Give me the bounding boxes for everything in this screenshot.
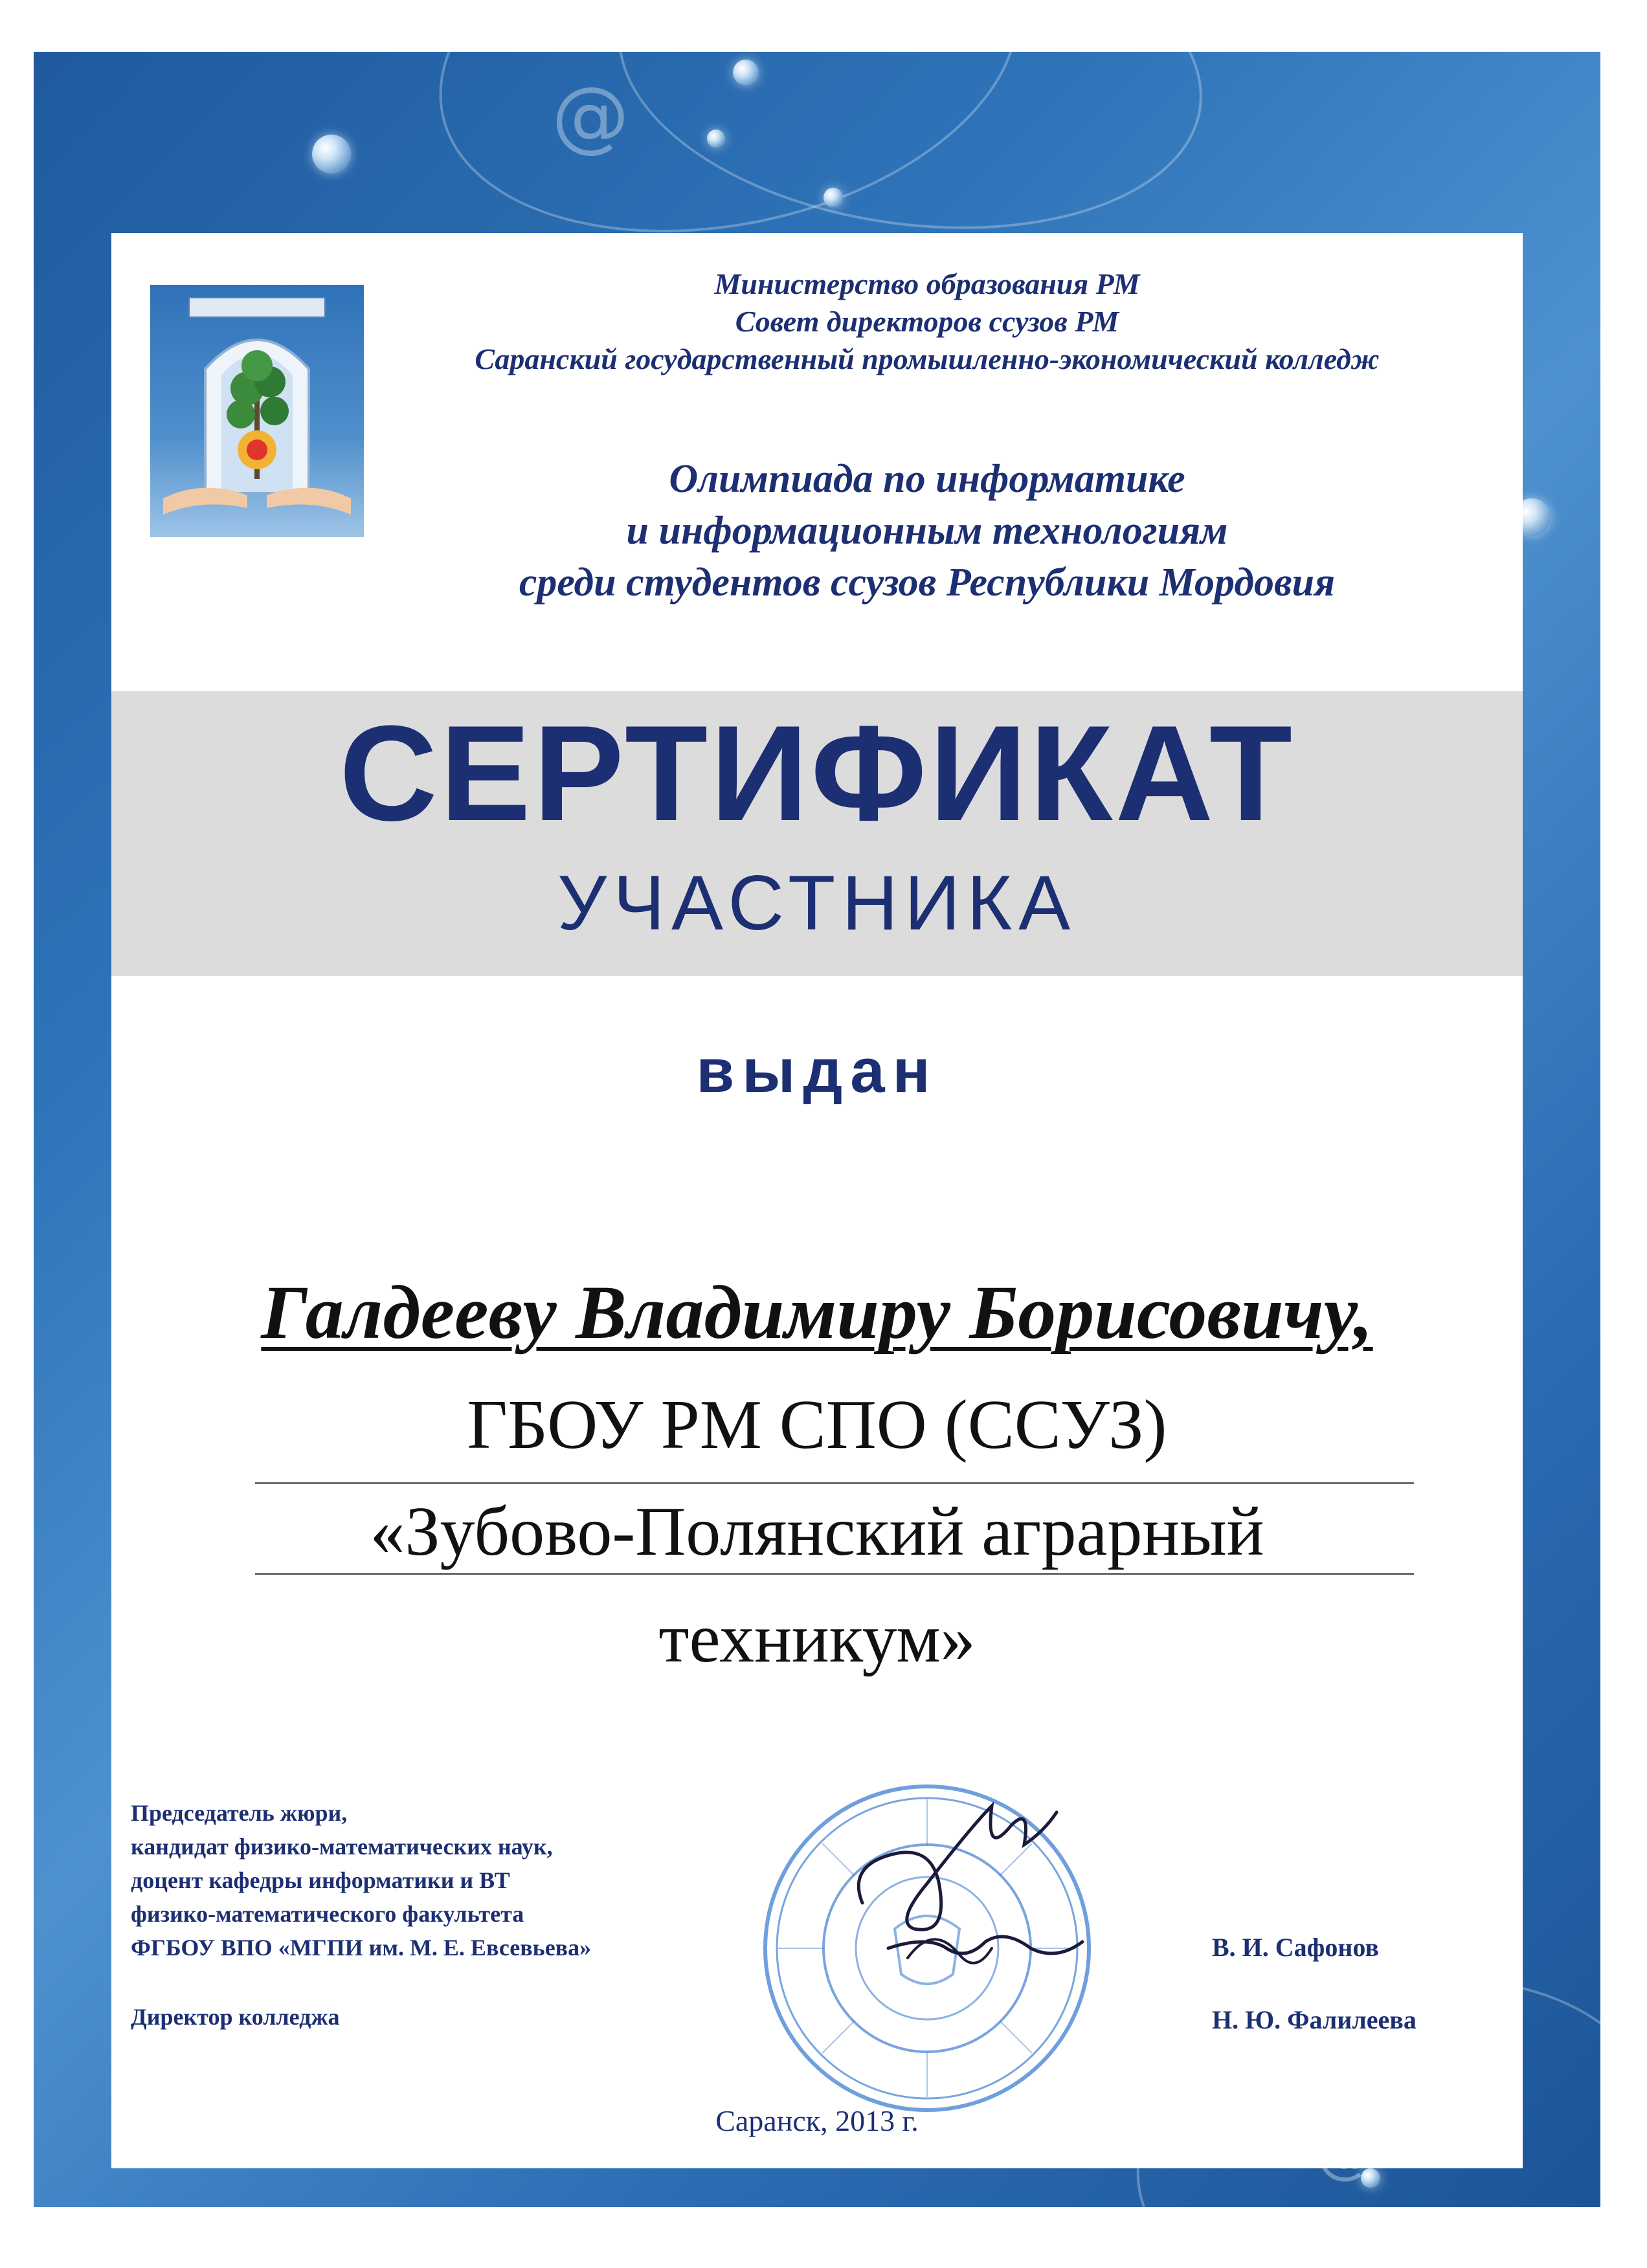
- recipient-org-line2: «Зубово-Полянский аграрный: [370, 1493, 1264, 1570]
- director-title: Директор колледжа: [131, 2004, 340, 2030]
- place-and-date: Саранск, 2013 г.: [715, 2104, 919, 2137]
- glass-bubble-decoration: [312, 135, 351, 173]
- emblem-icon: [150, 285, 364, 537]
- glass-bubble-decoration: [824, 188, 843, 207]
- certificate-subtitle: УЧАСТНИКА: [557, 860, 1077, 946]
- glass-bubble-decoration: [1361, 2168, 1380, 2188]
- certificate-frame: [34, 52, 1600, 2207]
- certificate-paper: [111, 233, 1523, 2168]
- org-underline: [255, 1573, 1414, 1575]
- olympiad-title-line3: среди студентов ссузов Республики Мордовия: [519, 561, 1336, 605]
- college-line: Саранский государственный промышленно-экономический колледж: [475, 342, 1380, 375]
- jury-chair-name: В. И. Сафонов: [1212, 1933, 1380, 1962]
- glass-bubble-decoration: [707, 129, 725, 148]
- handwritten-signature: [836, 1786, 1134, 1994]
- recipient-name: Галдееву Владимиру Борисовичу,: [261, 1270, 1373, 1355]
- jury-title-line4: физико-математического факультета: [131, 1901, 524, 1927]
- org-underline: [255, 1482, 1414, 1484]
- jury-title-line3: доцент кафедры информатики и ВТ: [131, 1867, 510, 1893]
- issued-label: выдан: [696, 1036, 938, 1106]
- jury-title-line2: кандидат физико-математических наук,: [131, 1834, 553, 1860]
- olympiad-title-line1: Олимпиада по информатике: [669, 457, 1185, 501]
- glass-bubble-decoration: [733, 60, 759, 85]
- at-sign-icon: @: [552, 71, 629, 161]
- recipient-org-line3: техникум»: [658, 1600, 976, 1677]
- ministry-line: Министерство образования РМ: [714, 267, 1140, 300]
- council-line: Совет директоров ссузов РМ: [735, 305, 1119, 338]
- jury-title-line5: ФГБОУ ВПО «МГПИ им. М. Е. Евсевьева»: [131, 1935, 592, 1961]
- jury-title-line1: Председатель жюри,: [131, 1800, 348, 1826]
- recipient-org-line1: ГБОУ РМ СПО (ССУЗ): [467, 1386, 1167, 1463]
- college-emblem-logo: [150, 285, 364, 537]
- olympiad-title-line2: и информационным технологиям: [626, 509, 1228, 553]
- certificate-title: СЕРТИФИКАТ: [339, 697, 1295, 849]
- director-name: Н. Ю. Фалилеева: [1212, 2005, 1417, 2034]
